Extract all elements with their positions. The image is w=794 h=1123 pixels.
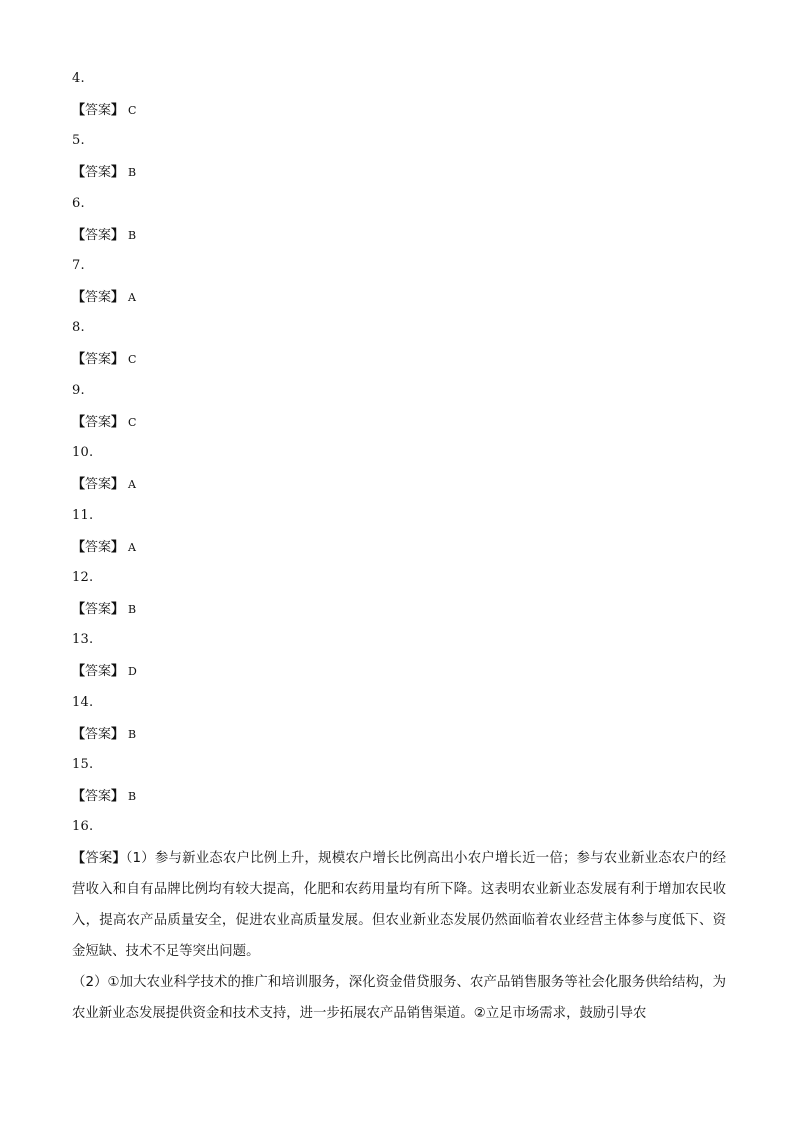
answer-value: C xyxy=(128,104,137,117)
answer-label: 答案 xyxy=(85,290,112,305)
answer-line xyxy=(72,414,732,432)
answer-value: B xyxy=(128,603,137,616)
answer-item-13 xyxy=(72,631,732,681)
answer-line xyxy=(72,351,732,369)
answer-line xyxy=(72,164,732,182)
answer-line xyxy=(72,227,732,245)
bracket-open: 【 xyxy=(72,352,86,367)
answer-line xyxy=(72,601,732,619)
answer-line xyxy=(72,788,732,806)
answer-value: A xyxy=(128,478,136,491)
answer-item-5 xyxy=(72,132,732,182)
bracket-close: 】 xyxy=(111,664,125,679)
answer-label: 答案 xyxy=(85,602,112,617)
answer-label: 答案 xyxy=(85,415,112,430)
question-number: 13. xyxy=(72,632,94,647)
bracket-open: 【 xyxy=(72,103,86,118)
answer-line xyxy=(72,539,732,557)
question-number: 6. xyxy=(72,196,85,211)
answer-16-part-1-text: （1）参与新业态农户比例上升，规模农户增长比例高出小农户增长近一倍；参与农业新业态农户的经营收入和自有品牌比例均有较大提高，化肥和农药用量均有所下降。这表明农业新业态发展有利于增加农民收入，提高农产品质量安全，促进农业高质量发展。但农业新业态发展仍然面临着农业经营主体参与度低下、资金短缺、技术不足等突出问题。 xyxy=(72,851,726,959)
question-number: 12. xyxy=(72,570,94,585)
answer-item-16 xyxy=(72,818,732,836)
bracket-close: 】 xyxy=(111,727,125,742)
answer-value: C xyxy=(128,353,137,366)
bracket-open: 【 xyxy=(72,727,86,742)
bracket-close: 】 xyxy=(111,415,125,430)
answer-item-12 xyxy=(72,569,732,619)
answer-item-9 xyxy=(72,382,732,432)
bracket-close: 】 xyxy=(111,103,125,118)
question-number: 15. xyxy=(72,757,94,772)
answer-value: B xyxy=(128,229,137,242)
answer-value: C xyxy=(128,416,137,429)
answer-line xyxy=(72,476,732,494)
bracket-close: 】 xyxy=(111,477,125,492)
question-number: 8. xyxy=(72,320,85,335)
answer-value: B xyxy=(128,166,137,179)
bracket-close: 】 xyxy=(111,290,125,305)
question-number: 14. xyxy=(72,695,94,710)
answer-item-15 xyxy=(72,756,732,806)
answer-label: 答案 xyxy=(85,477,112,492)
question-number: 11. xyxy=(72,508,94,523)
answer-label: 答案 xyxy=(85,789,112,804)
question-number: 5. xyxy=(72,133,85,148)
answer-item-11 xyxy=(72,507,732,557)
bracket-open: 【 xyxy=(72,290,86,305)
answer-line xyxy=(72,289,732,307)
answer-label: 答案 xyxy=(85,664,112,679)
question-number: 16. xyxy=(72,819,94,834)
answer-value: A xyxy=(128,291,136,304)
answer-item-7 xyxy=(72,257,732,307)
answer-value: A xyxy=(128,541,136,554)
bracket-close: 】 xyxy=(111,165,125,180)
question-number: 9. xyxy=(72,383,85,398)
bracket-open: 【 xyxy=(72,851,86,866)
answer-value: B xyxy=(128,790,137,803)
bracket-open: 【 xyxy=(72,602,86,617)
bracket-open: 【 xyxy=(72,228,86,243)
bracket-open: 【 xyxy=(72,789,86,804)
answer-item-8 xyxy=(72,319,732,369)
bracket-close: 】 xyxy=(112,851,126,866)
answer-value: D xyxy=(128,665,137,678)
answer-label: 答案 xyxy=(85,228,112,243)
answer-label: 答案 xyxy=(85,851,113,866)
bracket-open: 【 xyxy=(72,415,86,430)
answer-line xyxy=(72,726,732,744)
answer-label: 答案 xyxy=(85,352,112,367)
answer-line xyxy=(72,663,732,681)
answer-item-6 xyxy=(72,195,732,245)
answer-16-part-1 xyxy=(72,843,726,967)
answer-label: 答案 xyxy=(85,540,112,555)
answer-item-10 xyxy=(72,444,732,494)
answer-item-14 xyxy=(72,694,732,744)
bracket-close: 】 xyxy=(111,352,125,367)
bracket-open: 【 xyxy=(72,540,86,555)
bracket-close: 】 xyxy=(111,540,125,555)
answer-line xyxy=(72,102,732,120)
bracket-close: 】 xyxy=(111,789,125,804)
answer-label: 答案 xyxy=(85,103,112,118)
bracket-open: 【 xyxy=(72,664,86,679)
answer-label: 答案 xyxy=(85,165,112,180)
answer-16-part-2-text: （2）①加大农业科学技术的推广和培训服务，深化资金借贷服务、农产品销售服务等社会化服务供给结构，为农业新业态发展提供资金和技术支持，进一步拓展农产品销售渠道。②立足市场需求，鼓励引导农 xyxy=(72,975,726,1021)
bracket-close: 】 xyxy=(111,602,125,617)
question-number: 4. xyxy=(72,71,85,86)
bracket-open: 【 xyxy=(72,165,86,180)
question-number: 10. xyxy=(72,445,94,460)
answer-value: B xyxy=(128,728,137,741)
bracket-close: 】 xyxy=(111,228,125,243)
answer-16-part-2 xyxy=(72,967,726,1029)
bracket-open: 【 xyxy=(72,477,86,492)
answer-item-4 xyxy=(72,70,732,120)
answer-label: 答案 xyxy=(85,727,112,742)
question-number: 7. xyxy=(72,258,85,273)
